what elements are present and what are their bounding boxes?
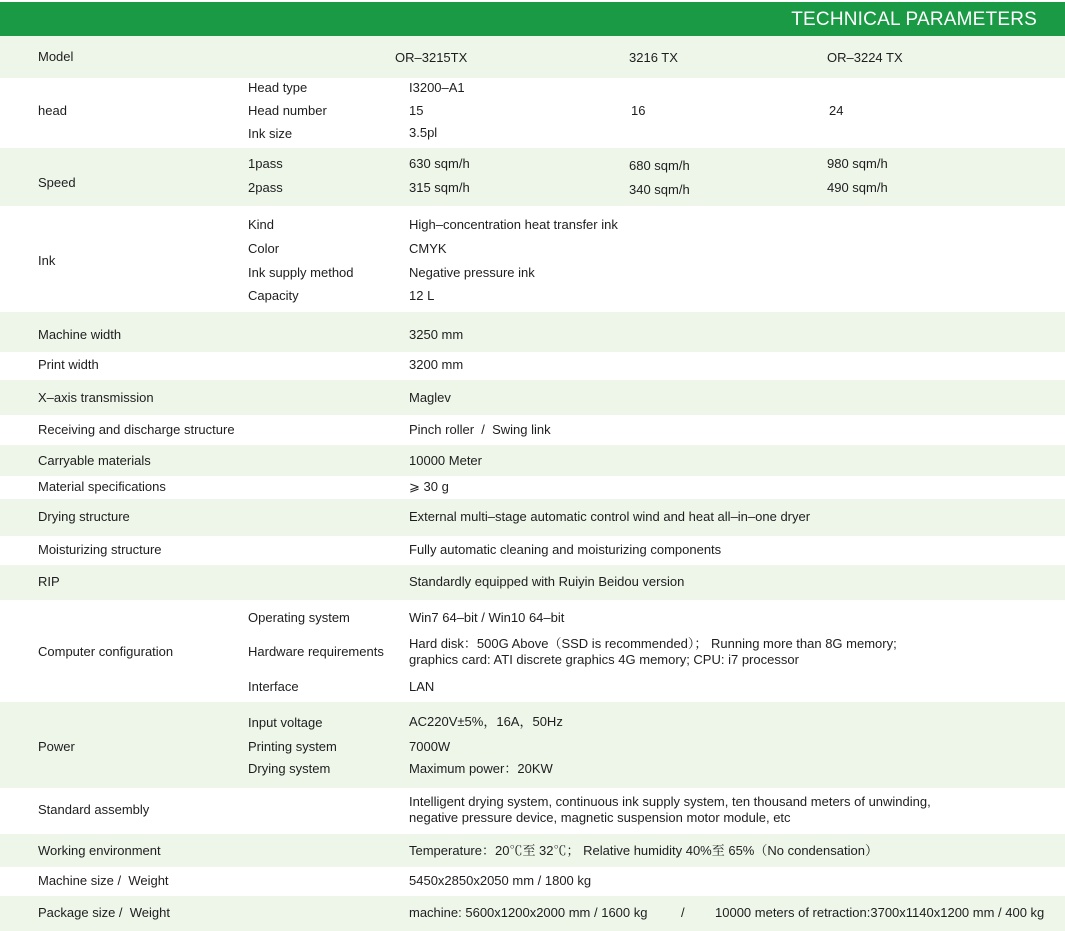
cell-value: Win7 64–bit / Win10 64–bit (409, 610, 565, 625)
row-computer (0, 600, 1065, 702)
cell-value: External multi–stage automatic control wind and heat all–in–one dryer (409, 509, 811, 524)
sub-label: Color (248, 241, 280, 256)
row-label: Machine size / Weight (38, 873, 169, 888)
row-label: RIP (38, 574, 60, 589)
sub-label: Hardware requirements (248, 644, 384, 659)
model-value: 3216 TX (629, 50, 678, 65)
cell-value: 15 (409, 103, 424, 118)
cell-value: 315 sqm/h (409, 180, 470, 195)
cell-value: Standardly equipped with Ruiyin Beidou version (409, 574, 685, 589)
row-label: Power (38, 739, 75, 754)
cell-value: LAN (409, 679, 435, 694)
row-package-size (0, 896, 1065, 931)
cell-value: AC220V±5%，16A，50Hz (409, 714, 563, 729)
cell-value: negative pressure device, magnetic suspension motor module, etc (409, 810, 791, 825)
row-drying-structure (0, 499, 1065, 536)
header (0, 0, 1065, 36)
sub-label: 2pass (248, 180, 283, 195)
row-label: Working environment (38, 843, 161, 858)
row-label: Moisturizing structure (38, 542, 162, 557)
cell-value: Negative pressure ink (409, 265, 535, 280)
row-power (0, 702, 1065, 788)
cell-value: Fully automatic cleaning and moisturizing components (409, 542, 722, 557)
cell-value: Pinch roller / Swing link (409, 422, 551, 437)
cell-value: 5450x2850x2050 mm / 1800 kg (409, 873, 592, 888)
sub-label: Capacity (248, 288, 299, 303)
row-x-axis (0, 380, 1065, 415)
sub-label: Head number (248, 103, 327, 118)
cell-value: 16 (631, 103, 646, 118)
header-bar (0, 2, 1065, 36)
cell-value: 7000W (409, 739, 451, 754)
cell-value: Maglev (409, 390, 451, 405)
row-label: Computer configuration (38, 644, 174, 659)
row-label: Drying structure (38, 509, 130, 524)
cell-value: 24 (829, 103, 844, 118)
row-label: Standard assembly (38, 802, 150, 817)
cell-value: Temperature：20℃至 32℃； Relative humidity 40%至 65%（No condensation） (409, 843, 878, 858)
sub-label: Head type (248, 80, 308, 95)
page-title: TECHNICAL PARAMETERS (791, 9, 1037, 30)
cell-value: 630 sqm/h (409, 156, 470, 171)
cell-value: 10000 meters of retraction:3700x1140x1200 mm / 400 kg (715, 905, 1045, 920)
row-label: head (38, 103, 67, 118)
row-moisturizing (0, 536, 1065, 565)
cell-value: 3200 mm (409, 357, 464, 372)
cell-value: CMYK (409, 241, 447, 256)
cell-value: ⩾ 30 g (409, 479, 449, 494)
row-ink (0, 206, 1065, 312)
row-label: Package size / Weight (38, 905, 170, 920)
cell-value: Hard disk：500G Above（SSD is recommended）； Running more than 8G memory; (409, 636, 897, 651)
sub-label: Kind (248, 217, 275, 232)
separator: / (681, 905, 685, 920)
row-material-spec (0, 476, 1065, 499)
sub-label: Interface (248, 679, 299, 694)
cell-value: High–concentration heat transfer ink (409, 217, 618, 232)
model-value: OR–3215TX (395, 50, 468, 65)
cell-value: 3.5pl (409, 125, 438, 140)
cell-value: graphics card: ATI discrete graphics 4G memory; CPU: i7 processor (409, 652, 799, 667)
cell-value: Maximum power：20KW (409, 761, 553, 776)
row-receiving (0, 415, 1065, 445)
sub-label: Input voltage (248, 715, 323, 730)
row-machine-width (0, 312, 1065, 352)
row-label: Print width (38, 357, 99, 372)
sub-label: Ink supply method (248, 265, 354, 280)
row-label: Model (38, 49, 74, 64)
row-standard-assembly (0, 788, 1065, 834)
cell-value: 10000 Meter (409, 453, 482, 468)
row-label: Material specifications (38, 479, 166, 494)
row-working-env (0, 834, 1065, 867)
row-machine-size (0, 867, 1065, 896)
row-label: X–axis transmission (38, 390, 154, 405)
sub-label: Printing system (248, 739, 337, 754)
row-speed (0, 148, 1065, 206)
row-model (0, 36, 1065, 78)
row-label: Machine width (38, 327, 122, 342)
cell-value: 3250 mm (409, 327, 464, 342)
row-label: Ink (38, 253, 56, 268)
cell-value: 680 sqm/h (629, 158, 690, 173)
model-value: OR–3224 TX (827, 50, 903, 65)
cell-value: 12 L (409, 288, 435, 303)
cell-value: 340 sqm/h (629, 182, 690, 197)
cell-value: 980 sqm/h (827, 156, 888, 171)
row-head (0, 78, 1065, 148)
row-label: Receiving and discharge structure (38, 422, 235, 437)
cell-value: Intelligent drying system, continuous ink supply system, ten thousand meters of unwinding, (409, 794, 931, 809)
row-carryable (0, 445, 1065, 476)
row-label: Carryable materials (38, 453, 151, 468)
cell-value: I3200–A1 (409, 80, 465, 95)
cell-value: machine: 5600x1200x2000 mm / 1600 kg (409, 905, 648, 920)
sub-label: Drying system (248, 761, 331, 776)
sub-label: Operating system (248, 610, 350, 625)
row-print-width (0, 352, 1065, 380)
cell-value: 490 sqm/h (827, 180, 888, 195)
sub-label: Ink size (248, 126, 293, 141)
sub-label: 1pass (248, 156, 283, 171)
row-rip (0, 565, 1065, 600)
row-label: Speed (38, 175, 76, 190)
